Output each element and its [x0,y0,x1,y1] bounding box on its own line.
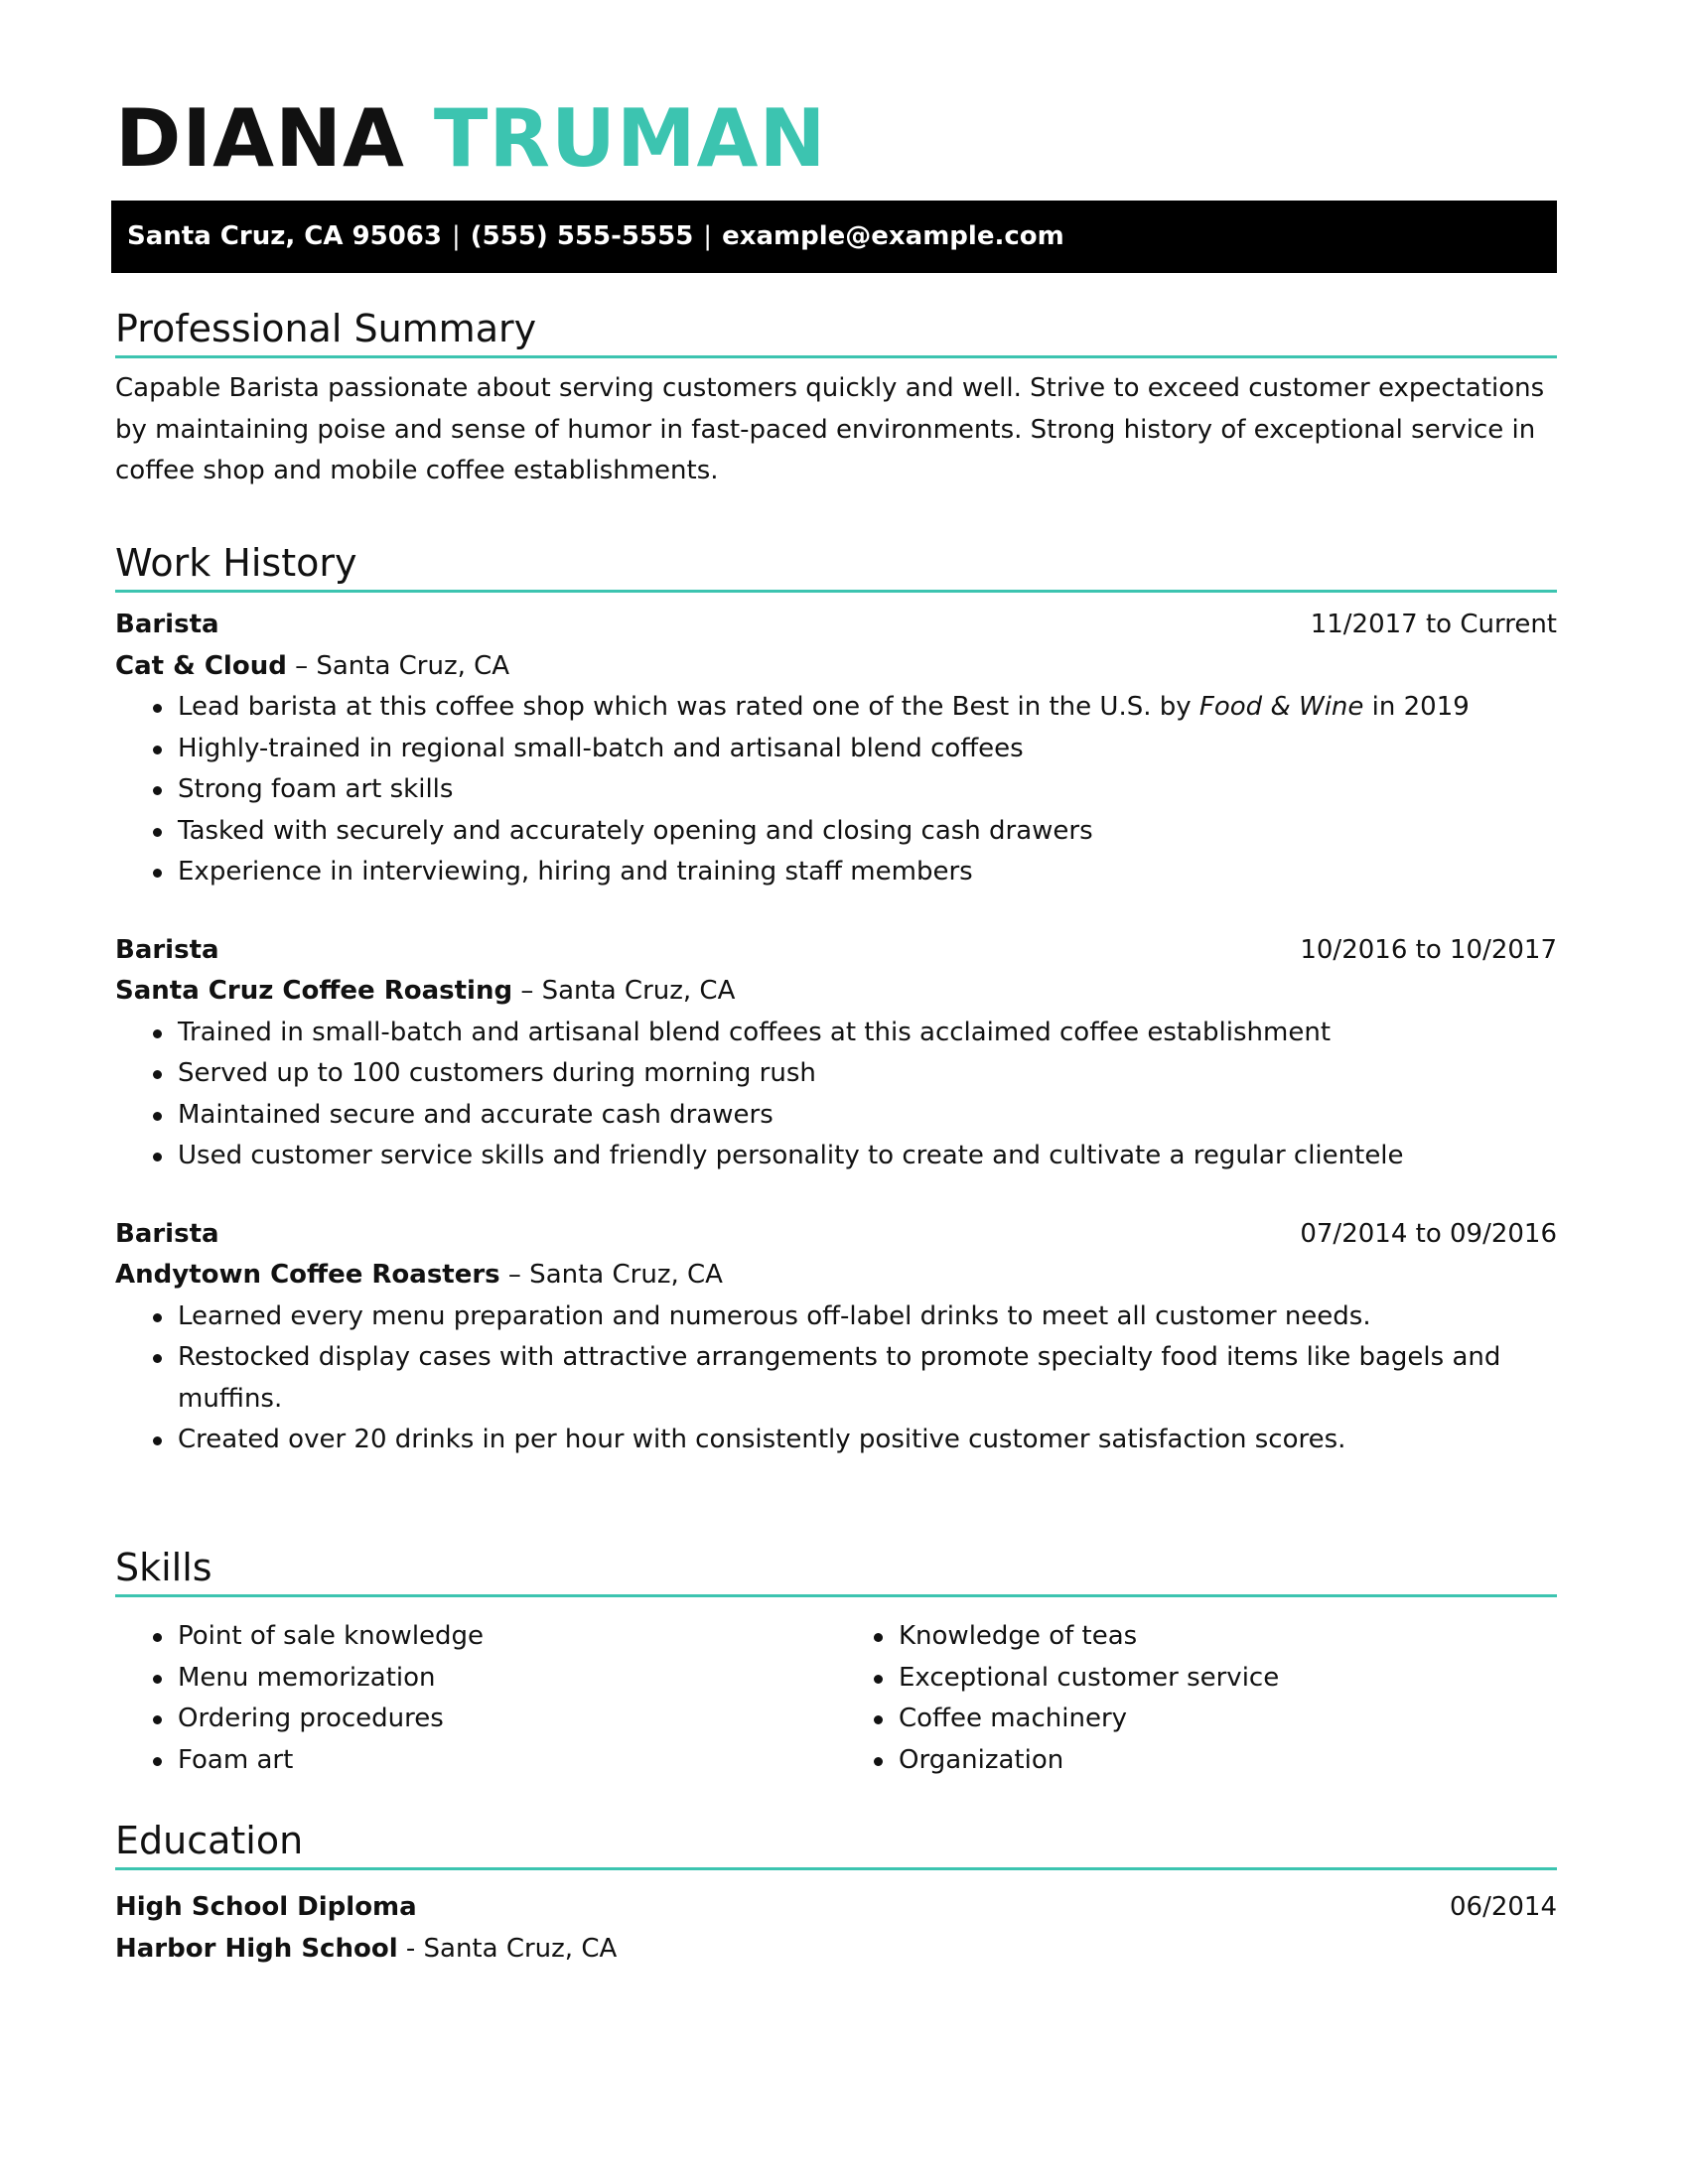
job-dates: 10/2016 to 10/2017 [1300,934,1557,965]
contact-location: Santa Cruz, CA 95063 [127,221,442,251]
company-name: Santa Cruz Coffee Roasting [115,976,513,1006]
skills-right [836,1616,1557,1781]
summary-section [115,306,1557,492]
school-name: Harbor High School [115,1933,398,1964]
education-date: 06/2014 [1449,1892,1557,1922]
section-title: Education [115,1818,1557,1870]
publication-name: Food & Wine [1198,692,1364,722]
company-location: – Santa Cruz, CA [512,976,736,1006]
contact-bar [111,201,1557,273]
contact-phone: (555) 555-5555 [470,221,694,251]
skills-left [115,1616,836,1781]
section-title: Professional Summary [115,306,1557,358]
skills-section [115,1545,1557,1781]
job-title: Barista [115,934,219,965]
contact-email[interactable]: example@example.com [722,221,1064,251]
job-entry [115,605,1557,893]
bullet-text: in 2019 [1363,692,1470,722]
section-title: Work History [115,540,1557,593]
company-name: Cat & Cloud [115,650,287,681]
summary-text: Capable Barista passionate about serving customers quickly and well. Strive to exceed customer expectations by maintaining poise and sense of humor in fast-paced environments. Strong history of exceptional service in coffee shop and mobile coffee establishments. [115,373,1545,485]
separator: | [452,221,461,251]
job-dates: 07/2014 to 09/2016 [1300,1218,1557,1249]
skill-item: Ordering procedures [178,1699,836,1740]
bullet-item: Tasked with securely and accurately opening and closing cash drawers [178,811,1557,853]
job-bullets [115,687,1557,893]
skill-item: Menu memorization [178,1658,836,1700]
job-title: Barista [115,610,219,639]
bullet-item: Highly-trained in regional small-batch and artisanal blend coffees [178,729,1557,770]
skill-item: Knowledge of teas [899,1616,1557,1658]
skill-item: Foam art [178,1740,836,1782]
first-name: DIANA [115,92,405,185]
bullet-item: Strong foam art skills [178,769,1557,811]
bullet-item: Experience in interviewing, hiring and training staff members [178,852,1557,893]
bullet-item [178,687,1557,729]
work-section [115,540,1557,1461]
bullet-item: Used customer service skills and friendly personality to create and cultivate a regular clientele [178,1136,1557,1177]
bullet-item: Served up to 100 customers during morning rush [178,1053,1557,1095]
job-entry [115,1214,1557,1461]
job-entry [115,930,1557,1177]
company-location: – Santa Cruz, CA [286,650,510,681]
bullet-item: Restocked display cases with attractive arrangements to promote specialty food items like bagels and muffins. [178,1337,1557,1420]
separator: | [703,221,713,251]
skill-item: Exceptional customer service [899,1658,1557,1700]
company-location: – Santa Cruz, CA [499,1260,723,1290]
bullet-item: Maintained secure and accurate cash drawers [178,1095,1557,1137]
bullet-item: Learned every menu preparation and numerous off-label drinks to meet all customer needs. [178,1297,1557,1338]
school-location: - Santa Cruz, CA [397,1933,618,1964]
bullet-item: Created over 20 drinks in per hour with consistently positive customer satisfaction scores. [178,1420,1557,1461]
skill-item: Organization [899,1740,1557,1782]
bullet-text: Lead barista at this coffee shop which was rated one of the Best in the U.S. by [178,692,1199,722]
candidate-name [115,92,827,185]
last-name: TRUMAN [433,92,827,185]
job-bullets [115,1297,1557,1461]
company-name: Andytown Coffee Roasters [115,1260,500,1290]
job-dates: 11/2017 to Current [1310,610,1557,639]
bullet-item: Trained in small-batch and artisanal blend coffees at this acclaimed coffee establishment [178,1013,1557,1054]
skill-item: Coffee machinery [899,1699,1557,1740]
job-title: Barista [115,1218,219,1249]
job-bullets [115,1013,1557,1177]
section-title: Skills [115,1545,1557,1597]
skill-item: Point of sale knowledge [178,1616,836,1658]
education-section [115,1818,1557,1970]
degree: High School Diploma [115,1892,417,1922]
